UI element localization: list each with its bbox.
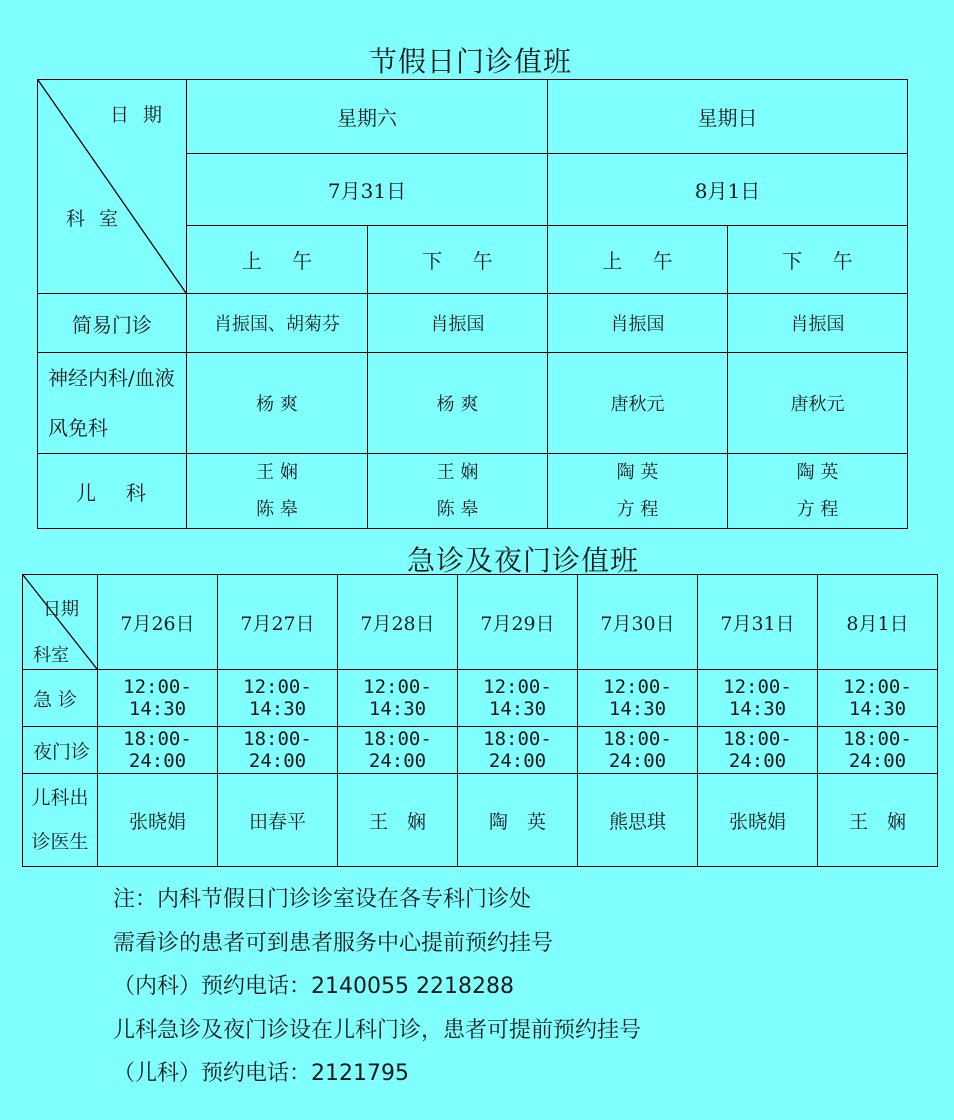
department-label: 儿科	[38, 454, 187, 529]
doctor-name: 陈 皋	[256, 499, 298, 520]
corner-date-label: 日期	[109, 104, 176, 126]
table-row	[23, 727, 938, 774]
time-cell: 18:00-24:00	[338, 727, 458, 774]
doctor-cell: 熊思琪	[578, 774, 698, 867]
department-label	[23, 774, 98, 867]
corner-header-cell	[23, 575, 98, 670]
department-label	[38, 353, 187, 454]
date-header: 7月27日	[218, 575, 338, 670]
department-label-line: 诊医生	[31, 831, 89, 853]
doctor-cell: 肖振国	[368, 294, 548, 353]
doctor-cell: 肖振国、胡菊芬	[187, 294, 368, 353]
doctor-cell: 唐秋元	[728, 353, 908, 454]
date-header: 7月29日	[458, 575, 578, 670]
table-row	[38, 454, 908, 529]
note-line: 需看诊的患者可到患者服务中心提前预约挂号	[113, 930, 554, 956]
note-line: （儿科）预约电话：2121795	[113, 1061, 409, 1086]
time-cell: 12:00-14:30	[98, 670, 218, 727]
doctor-cell	[548, 454, 728, 529]
department-label-line: 风免科	[48, 416, 108, 440]
doctor-name: 陶 英	[796, 462, 839, 483]
doctor-cell: 王 娴	[818, 774, 938, 867]
doctor-cell: 张晓娟	[98, 774, 218, 867]
notes-section	[113, 878, 641, 1096]
date-header: 8月1日	[818, 575, 938, 670]
doctor-cell	[728, 454, 908, 529]
note-line: 注：内科节假日门诊诊室设在各专科门诊处	[113, 887, 532, 912]
weekday-header: 星期六	[187, 80, 548, 154]
doctor-name: 王 娴	[256, 462, 298, 483]
time-cell: 18:00-24:00	[98, 727, 218, 774]
time-cell: 18:00-24:00	[458, 727, 578, 774]
corner-department-label: 科室	[33, 645, 69, 666]
doctor-name: 方 程	[616, 499, 659, 520]
date-header: 7月31日	[698, 575, 818, 670]
emergency-schedule-table	[22, 574, 938, 867]
corner-date-label: 日期	[43, 599, 79, 620]
table-row	[38, 353, 908, 454]
time-cell: 12:00-14:30	[338, 670, 458, 727]
department-label: 急 诊	[23, 670, 98, 727]
doctor-name: 陈 皋	[436, 499, 479, 520]
date-header: 7月30日	[578, 575, 698, 670]
date-header: 7月31日	[187, 154, 548, 226]
note-line: 儿科急诊及夜门诊设在儿科门诊，患者可提前预约挂号	[113, 1017, 642, 1043]
table-row	[23, 670, 938, 727]
time-cell: 12:00-14:30	[818, 670, 938, 727]
doctor-name: 王 娴	[436, 462, 479, 483]
note-line: （内科）预约电话：2140055 2218288	[113, 974, 514, 999]
time-cell: 12:00-14:30	[698, 670, 818, 727]
date-header: 8月1日	[548, 154, 908, 226]
time-cell: 18:00-24:00	[578, 727, 698, 774]
doctor-cell	[187, 454, 368, 529]
holiday-schedule-table	[37, 79, 908, 529]
doctor-cell: 陶 英	[458, 774, 578, 867]
doctor-cell: 王 娴	[338, 774, 458, 867]
doctor-cell	[368, 454, 548, 529]
department-label: 简易门诊	[38, 294, 187, 353]
period-header: 上 午	[548, 226, 728, 294]
time-cell: 18:00-24:00	[818, 727, 938, 774]
doctor-name: 陶 英	[616, 462, 659, 483]
doctor-cell: 杨 爽	[368, 353, 548, 454]
time-cell: 12:00-14:30	[578, 670, 698, 727]
doctor-cell: 杨 爽	[187, 353, 368, 454]
corner-department-label: 科室	[66, 208, 133, 230]
corner-header-cell	[38, 80, 187, 294]
time-cell: 12:00-14:30	[458, 670, 578, 727]
doctor-cell: 唐秋元	[548, 353, 728, 454]
doctor-name: 方 程	[796, 499, 839, 520]
time-cell: 18:00-24:00	[698, 727, 818, 774]
period-header: 下 午	[728, 226, 908, 294]
time-cell: 18:00-24:00	[218, 727, 338, 774]
period-header: 下 午	[368, 226, 548, 294]
emergency-schedule-title: 急诊及夜门诊值班	[407, 544, 640, 577]
holiday-schedule-title: 节假日门诊值班	[369, 45, 573, 78]
doctor-cell: 田春平	[218, 774, 338, 867]
table-row	[23, 774, 938, 867]
department-label-line: 儿科出	[31, 787, 89, 809]
doctor-cell: 肖振国	[548, 294, 728, 353]
time-cell: 12:00-14:30	[218, 670, 338, 727]
department-label-line: 神经内科/血液	[48, 366, 175, 390]
date-header: 7月26日	[98, 575, 218, 670]
doctor-cell: 张晓娟	[698, 774, 818, 867]
period-header: 上 午	[187, 226, 368, 294]
date-header: 7月28日	[338, 575, 458, 670]
table-row	[38, 294, 908, 353]
doctor-cell: 肖振国	[728, 294, 908, 353]
weekday-header: 星期日	[548, 80, 908, 154]
department-label: 夜门诊	[23, 727, 98, 774]
